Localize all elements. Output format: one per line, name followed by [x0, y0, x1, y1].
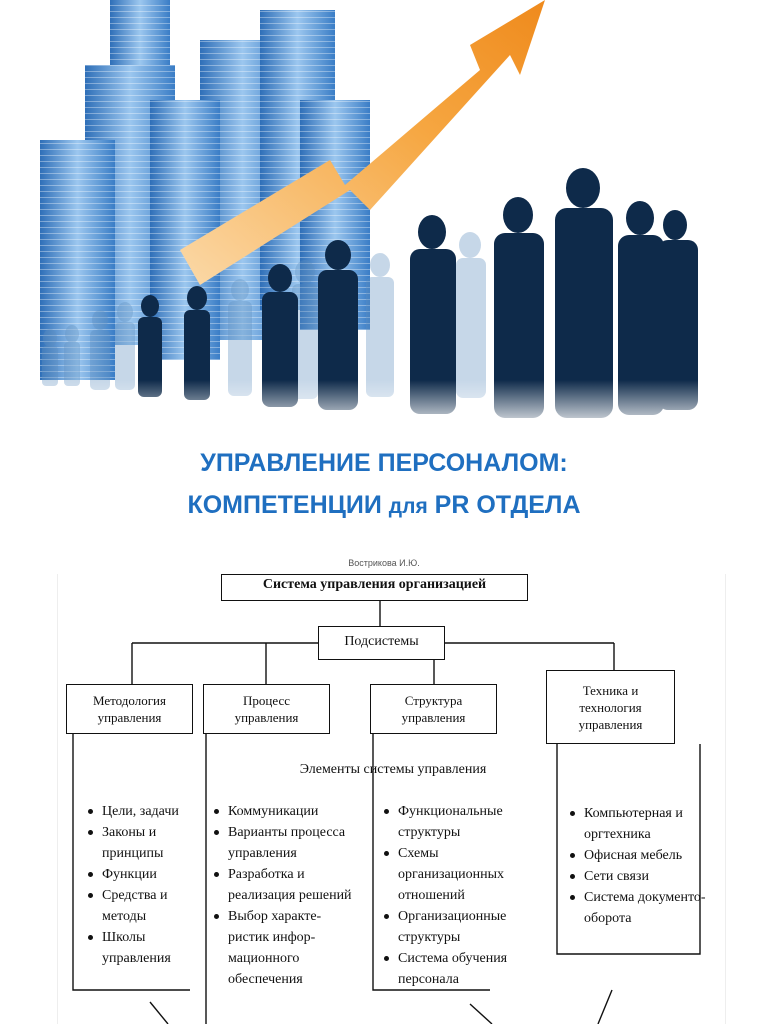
- title-pr-department: PR ОТДЕЛА: [434, 491, 581, 519]
- category-label-line: управления: [578, 716, 643, 732]
- structure-items: [380, 801, 545, 990]
- category-box-technology: [546, 670, 675, 744]
- list-item: Средства и методы: [84, 885, 194, 927]
- title-competencies: КОМПЕТЕНЦИИ: [187, 491, 382, 519]
- subsystems-text: Подсистемы: [344, 634, 419, 649]
- methodology-items: [84, 801, 194, 969]
- subsystems-box: [318, 626, 445, 660]
- title-line-1: УПРАВЛЕНИЕ ПЕРСОНАЛОМ:: [200, 449, 568, 477]
- author-name: Вострикова И.Ю.: [348, 558, 420, 568]
- technology-items: [566, 803, 716, 929]
- category-label-line: управления: [97, 710, 162, 725]
- category-box-process: [203, 684, 330, 734]
- category-label-line: технология: [579, 699, 642, 715]
- list-item: Цели, задачи: [84, 801, 194, 822]
- list-item: Законы и принципы: [84, 822, 194, 864]
- category-label-line: управления: [401, 710, 466, 725]
- page-title: [0, 442, 768, 528]
- list-item: Сети связи: [566, 866, 716, 887]
- category-label-line: Процесс: [243, 693, 290, 708]
- system-title-text: Система управления организацией: [262, 577, 487, 592]
- category-label-line: Техника и: [582, 682, 639, 698]
- list-item: Компьютерная и оргтехника: [566, 803, 716, 845]
- list-item: Коммуникации: [210, 801, 358, 822]
- list-item: Варианты процесса управления: [210, 822, 358, 864]
- list-item: Разработка и реализация решений: [210, 864, 358, 906]
- list-item: Система обучения персонала: [380, 948, 545, 990]
- category-label-line: Методология: [93, 693, 166, 708]
- list-item: Офисная мебель: [566, 845, 716, 866]
- category-label-line: управления: [234, 710, 299, 725]
- system-title-box: [221, 574, 528, 601]
- banner-illustration: [0, 0, 768, 432]
- list-item: Функциональные структуры: [380, 801, 545, 843]
- elements-label: Элементы системы управления: [299, 762, 487, 777]
- list-item: Организационные структуры: [380, 906, 545, 948]
- category-box-structure: [370, 684, 497, 734]
- title-line-2: [0, 484, 768, 528]
- process-items: [210, 801, 358, 990]
- list-item: Схемы организационных отношений: [380, 843, 545, 906]
- list-item: Система документо-оборота: [566, 887, 716, 929]
- category-label-line: Структура: [404, 693, 463, 708]
- list-item: Функции: [84, 864, 194, 885]
- category-box-methodology: [66, 684, 193, 734]
- list-item: Выбор характе-ристик инфор-мационного обеспечения: [210, 906, 358, 990]
- title-for: для: [388, 495, 428, 518]
- list-item: Школы управления: [84, 927, 194, 969]
